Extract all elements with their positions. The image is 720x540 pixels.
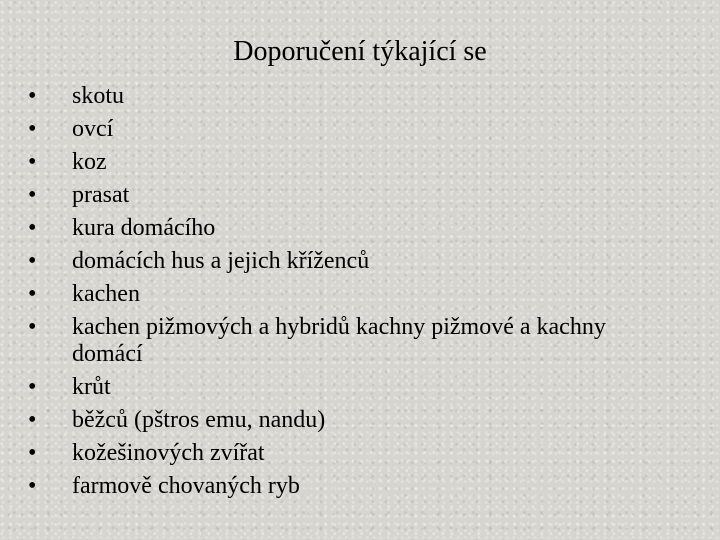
bullet-icon: •: [28, 149, 37, 175]
list-item: [28, 374, 648, 401]
bullet-icon: •: [28, 314, 37, 340]
list-item: [28, 116, 648, 143]
bullet-icon: •: [28, 116, 37, 142]
list-item: [28, 215, 648, 242]
list-item-text: domácích hus a jejich kříženců: [72, 248, 370, 274]
list-item: [28, 407, 648, 434]
list-item-text: běžců (pštros emu, nandu): [72, 407, 326, 434]
bullet-icon: •: [28, 83, 37, 109]
list-item-text: koz: [72, 149, 107, 175]
list-item: [28, 182, 648, 209]
bullet-icon: •: [28, 440, 37, 467]
slide-title: Doporučení týkající se: [233, 36, 487, 67]
list-item: [28, 248, 648, 275]
bullet-icon: •: [28, 473, 37, 500]
list-item-text: kachen: [72, 281, 140, 307]
list-item: [28, 83, 648, 110]
bullet-icon: •: [28, 215, 37, 241]
list-item: [28, 149, 648, 176]
bullet-icon: •: [28, 281, 37, 307]
list-item: [28, 473, 648, 500]
list-item-text: krůt: [72, 374, 111, 401]
list-item-text: kachen pižmových a hybridů kachny pižmové a kachny domácí: [72, 314, 606, 368]
list-item: [28, 440, 648, 467]
list-item-text: prasat: [72, 182, 130, 208]
list-item: [28, 281, 648, 308]
bullet-icon: •: [28, 374, 37, 401]
list-item-text: kožešinových zvířat: [72, 440, 265, 467]
bullet-icon: •: [28, 407, 37, 434]
list-item-text: farmově chovaných ryb: [72, 473, 300, 500]
list-item-text: kura domácího: [72, 215, 216, 241]
bullet-list: [28, 83, 648, 506]
list-item: [28, 314, 648, 368]
list-item-text: skotu: [72, 83, 125, 109]
list-item-text: ovcí: [72, 116, 114, 142]
bullet-icon: •: [28, 182, 37, 208]
bullet-icon: •: [28, 248, 37, 274]
